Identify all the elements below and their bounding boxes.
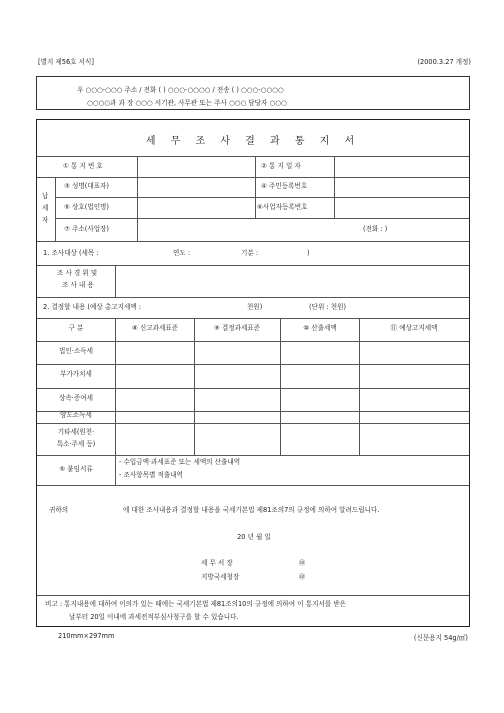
rule [37,411,469,412]
notice-date: 20 년 월 일 [237,533,271,541]
rule [334,156,335,219]
notice-date-label: ② 통 지 일 자 [261,162,301,170]
attachment-item: - 수입금액·과세표준 또는 세액의 산출내역 [119,458,241,466]
section1-label: 1. 조사대상 (세목 : [43,249,99,257]
table-header: ⑪ 예상고지세액 [390,324,438,332]
table-header: 구 분 [68,324,84,332]
form-title: 세 무 조 사 결 과 통 지 서 [145,136,361,147]
form-number: [별지 제56호 서식] [38,58,94,66]
rule [280,318,281,455]
office-staff-line: ○○○○과 과 장 ○○○ 서기관, 사무관 또는 주사 ○○○ 담당자 ○○○ [87,99,287,107]
process-label: 조 사 경 위 및 [57,269,98,277]
rule [359,318,360,455]
section1-year: 연도 : [173,249,191,257]
rule [37,318,469,319]
rule [55,177,56,241]
phone-label: (전화 : ) [363,225,388,233]
rule [37,364,469,365]
section2-unit: (단위 : 천원) [309,303,347,311]
section1-period: 기분 : [241,249,259,257]
rule [37,341,469,342]
table-header: ⑨ 결정과세표준 [213,324,261,332]
rule [37,595,469,596]
rule [255,156,256,219]
recipient-label: 귀하의 [49,506,69,514]
rule [137,218,138,241]
rule [194,318,195,455]
section2-unit-won: 천원) [247,303,263,311]
paper-spec: (신문용지 54g/㎡) [413,634,468,642]
rule [37,265,469,266]
rule [115,318,116,485]
notice-form [36,119,470,627]
tax-office-head: 세 무 서 장 [201,559,233,567]
table-header: ⑩ 산출세액 [303,324,337,332]
company-label: ⑤ 상호(법인명) [64,203,109,211]
remark-line: 비고 : 통지내용에 대하여 이의가 있는 때에는 국세기본법 제81조의10의 규정에 의하여 이 통지서를 받은 [45,600,347,608]
rule [137,156,138,219]
table-row-label: 법인·소득세 [59,347,93,355]
rule [37,241,469,242]
seal-mark: ㊞ [299,560,306,567]
table-row-label: 상속·증여세 [59,394,93,402]
paper-size: 210mm×297mm [58,632,115,640]
seal-mark: ㊞ [299,574,306,581]
table-header: ⑧ 신고과세표준 [131,324,179,332]
business-number-label: ⑥사업자등록번호 [257,203,308,211]
rule [37,388,469,389]
attachments-label: ⑤ 붙임서류 [59,465,93,473]
rule [115,265,116,297]
rule [37,297,469,298]
rule [55,197,469,198]
taxpayer-label: 납세자 [42,192,49,224]
remark-line: 날부터 20일 이내에 과세전적부심사청구를 할 수 있습니다. [69,613,239,621]
name-label: ③ 성명(대표자) [64,182,109,190]
rule [37,455,469,456]
process-label: 조 사 내 용 [62,281,94,289]
rule [37,177,469,178]
rule [37,485,469,486]
attachment-item: - 조사항목별 적출내역 [119,471,183,479]
office-address-line: 우 ○○○-○○○ 주소 / 전화 ( ) ○○○-○○○○ / 전송 ( ) ○○○-○○○○ [77,86,284,94]
office-header [36,76,470,110]
notice-number-label: ① 통 지 번 호 [63,162,103,170]
rule [55,218,469,219]
table-row-label: 기타세(원천· [57,428,95,436]
revision-date: (2000.3.27 개정) [417,58,471,66]
resident-number-label: ④ 주민등록번호 [261,182,308,190]
rule [37,156,469,157]
table-row-label: 부가가치세 [60,370,92,378]
notice-body: 에 대한 조사내용과 결정할 내용을 국세기본법 제81조의7의 규정에 의하여 알려드립니다. [123,506,380,514]
table-row-label: 양도소득세 [60,411,92,419]
address-label: ⑦ 주소(사업장) [64,225,109,233]
rule [37,423,469,424]
section2-label: 2. 결정할 내용 (예상 총고지세액 : [43,303,141,311]
regional-office-head: 지방국세청장 [201,573,240,581]
table-row-label: 특소·주세 등) [56,440,96,448]
section1-close: ) [307,249,310,257]
